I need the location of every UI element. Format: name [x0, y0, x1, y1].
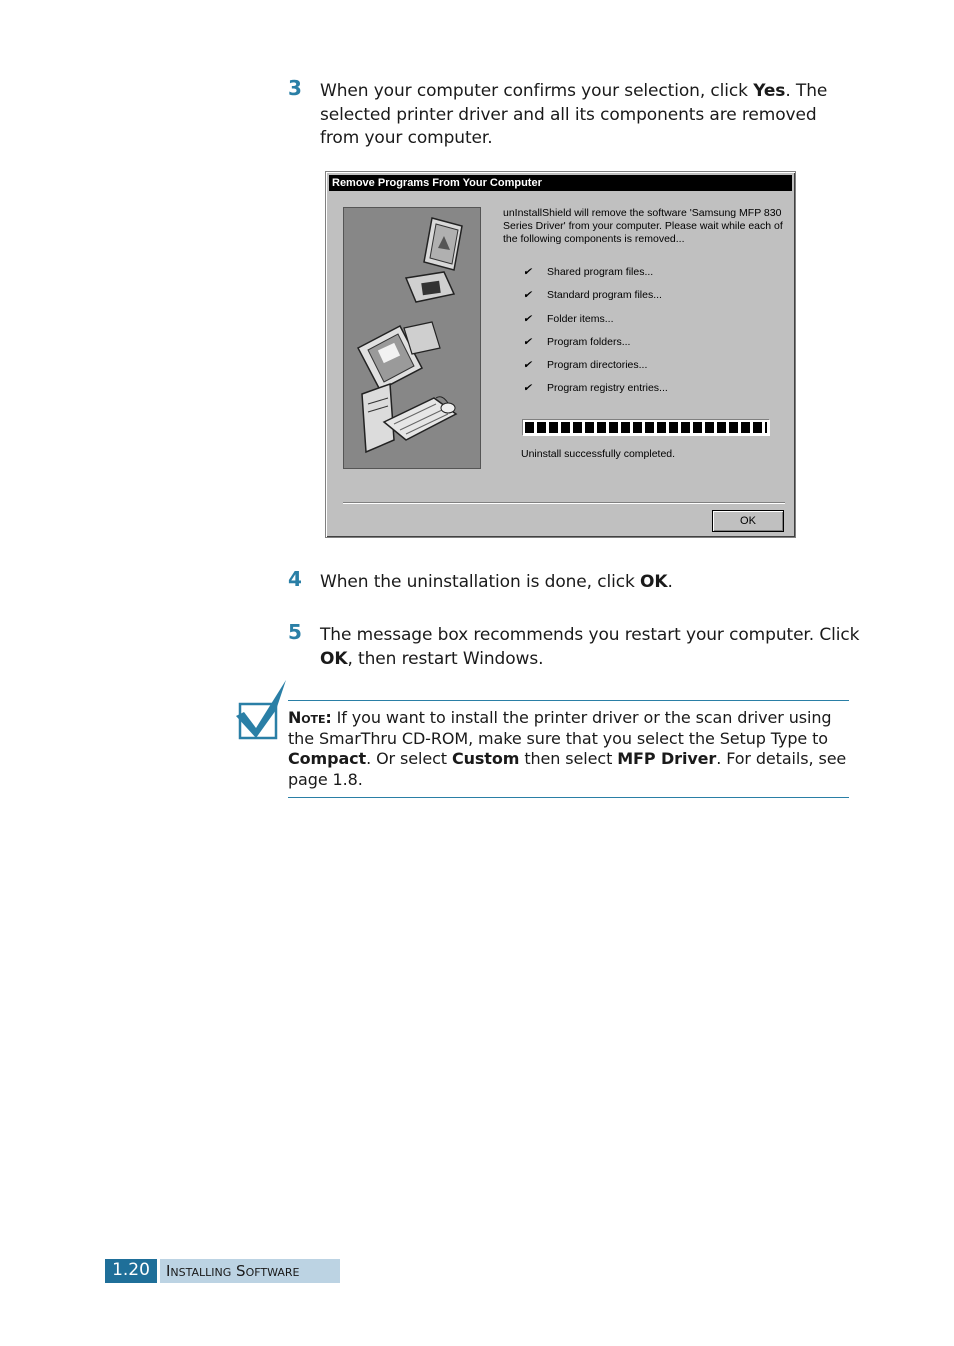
step-number: 4	[288, 567, 302, 591]
bold-text: Yes	[753, 81, 786, 101]
component-label: Program directories...	[547, 359, 648, 372]
check-mark-icon: ✔	[523, 289, 532, 302]
bold-text: OK	[640, 572, 668, 592]
section-title: Installing Software	[160, 1259, 340, 1283]
bold-text: Compact	[288, 749, 367, 768]
text-run: . For details, see page 1.8.	[288, 749, 847, 789]
bold-text: OK	[320, 648, 348, 669]
bold-text: MFP Driver	[617, 749, 717, 768]
check-mark-icon: ✔	[523, 359, 532, 372]
text-run: When your computer confirms your selection, click	[320, 81, 754, 101]
component-label: Program registry entries...	[547, 382, 668, 395]
note-label: Note:	[288, 708, 332, 727]
ok-button[interactable]: OK	[712, 510, 784, 532]
component-label: Shared program files...	[547, 266, 654, 278]
text-run: then select	[519, 749, 618, 768]
computer-illustration-icon	[343, 207, 481, 469]
component-label: Program folders...	[547, 335, 631, 348]
note-box	[288, 700, 849, 798]
page-number: 1.20	[105, 1259, 157, 1283]
note-text	[288, 708, 853, 790]
note-check-icon	[236, 680, 288, 742]
check-mark-icon: ✔	[523, 335, 532, 348]
text-run: . The selected printer driver and all its components are removed from your computer.	[320, 81, 828, 148]
step-text	[320, 571, 860, 595]
uninstall-dialog	[325, 171, 796, 538]
text-run: When the uninstallation is done, click	[320, 572, 641, 592]
step-number: 3	[288, 76, 302, 100]
check-mark-icon: ✔	[523, 266, 532, 278]
text-run: .	[667, 572, 673, 592]
text-run: The message box recommends you restart your computer. Click	[320, 625, 860, 645]
text-run: If you want to install the printer driver or the scan driver using the SmarThru CD-ROM, make sure that you select the Setup Type to	[288, 708, 832, 748]
text-run: , then restart Windows.	[347, 648, 544, 669]
step-number: 5	[288, 620, 302, 644]
step-text	[320, 624, 860, 671]
progress-bar	[522, 419, 770, 436]
dialog-status: Uninstall successfully completed.	[521, 448, 676, 460]
bold-text: Custom	[451, 749, 520, 768]
progress-fill	[525, 422, 767, 433]
component-label: Folder items...	[547, 312, 614, 325]
text-run: . Or select	[366, 749, 452, 768]
dialog-message: unInstallShield will remove the software 'Samsung MFP 830 Series Driver' from your computer. Please wait while each of the following components is removed...	[503, 207, 783, 245]
dialog-title: Remove Programs From Your Computer	[329, 175, 792, 191]
dialog-divider	[343, 502, 785, 504]
component-label: Standard program files...	[547, 289, 662, 302]
check-mark-icon: ✔	[523, 312, 532, 325]
step-text	[320, 80, 860, 151]
check-mark-icon: ✔	[523, 382, 532, 395]
